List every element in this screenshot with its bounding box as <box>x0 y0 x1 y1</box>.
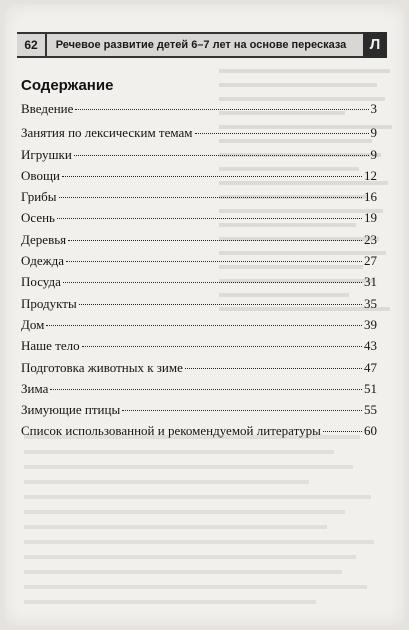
book-page <box>4 4 405 626</box>
toc-entry-animals-winter-prep: Подготовка животных к зиме 47 <box>21 359 377 375</box>
toc-entry-lexical-topics: Занятия по лексическим темам 9 <box>21 125 377 141</box>
page-number: 62 <box>17 34 47 56</box>
toc-entry-winter: Зима 51 <box>21 380 377 396</box>
toc-entry-bibliography: Список использованной и рекомендуемой литературы 60 <box>21 423 377 439</box>
table-of-contents <box>21 98 377 442</box>
toc-entry-mushrooms: Грибы 16 <box>21 189 377 205</box>
section-badge: Л <box>363 32 387 58</box>
toc-entry-house: Дом 39 <box>21 316 377 332</box>
toc-entry-autumn: Осень 19 <box>21 210 377 226</box>
running-header <box>17 32 387 58</box>
toc-entry-vegetables: Овощи 12 <box>21 167 377 183</box>
toc-entry-toys: Игрушки 9 <box>21 146 377 162</box>
toc-entry-clothes: Одежда 27 <box>21 253 377 269</box>
toc-heading: Содержание <box>21 77 114 94</box>
toc-entry-introduction: Введение 3 <box>21 101 377 116</box>
toc-entry-food: Продукты 35 <box>21 295 377 311</box>
toc-entry-body: Наше тело 43 <box>21 338 377 354</box>
bleed-through-text-bottom <box>24 424 389 604</box>
toc-entry-dishes: Посуда 31 <box>21 274 377 290</box>
running-title: Речевое развитие детей 6–7 лет на основе пересказа <box>55 39 347 51</box>
toc-entry-trees: Деревья 23 <box>21 231 377 247</box>
toc-entry-wintering-birds: Зимующие птицы 55 <box>21 402 377 418</box>
